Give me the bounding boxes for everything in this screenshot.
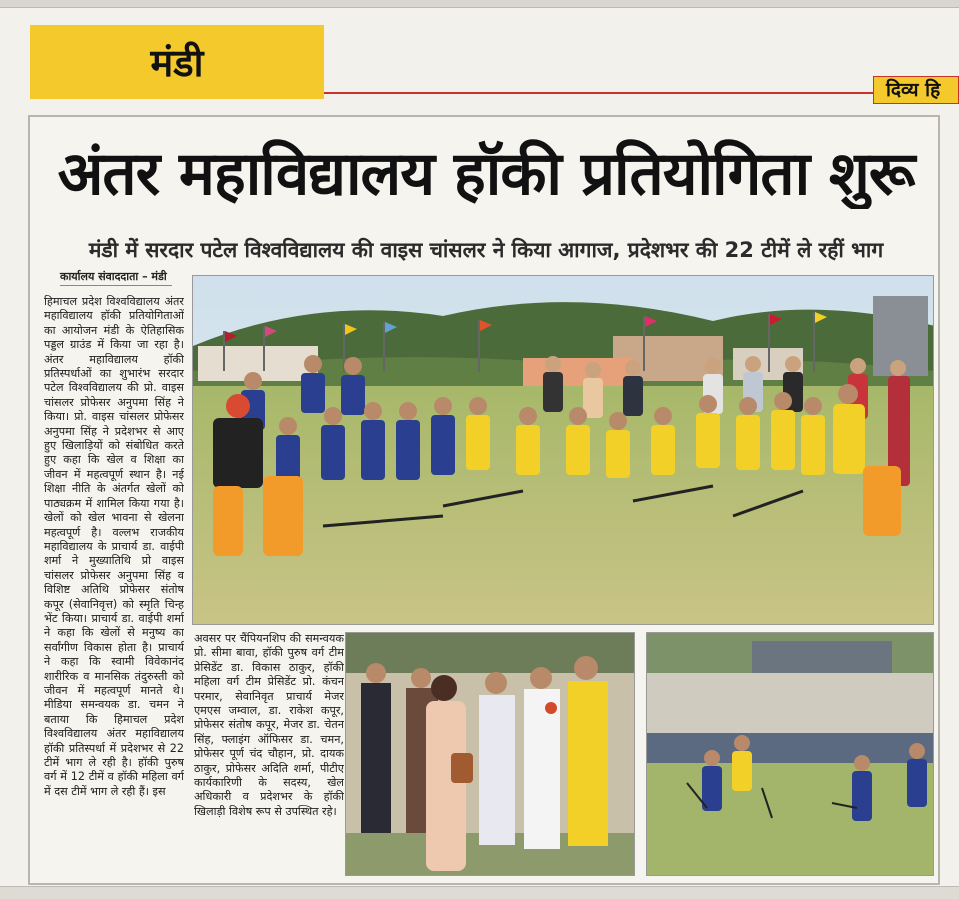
section-label [30, 25, 324, 99]
article-headline: अंतर महाविद्यालय हॉकी प्रतियोगिता शुरू [57, 139, 915, 209]
section-divider [324, 92, 879, 94]
article-byline: कार्यालय संवाददाता – मंडी [60, 269, 172, 286]
adjacent-column-fragment [944, 240, 959, 880]
guests-photo [345, 632, 635, 876]
page-bottom-strip [0, 886, 959, 899]
team-group-photo [192, 275, 934, 625]
article-body-column-2: अवसर पर चैंपियनशिप की समन्वयक प्रो. सीमा बावा, हॉकी पुरुष वर्ग टीम प्रेसिडेंट डा. विकास ठाकुर, हॉकी महिला वर्ग टीम प्रेसिडेंट प्रो. कंचन परमार, सेवानिवृत प्राचार्य मेजर एमएस जम्वाल, डा. राकेश कपूर, प्रोफेसर संतोष कपूर, मेजर डा. चेतन सिंह, फ्लाइंग ऑफिसर डा. चमन, प्रोफेसर पूर्ण चंद चौहान, प्रो. दायक ठाकुर, प्रोफेसर अदिति शर्मा, पीटीए कार्यकारिणी के सदस्य, खेल अधिकारी व प्रदेशभर के हॉकी खिलाड़ी विशेष रूप से उपस्थित रहे। [194, 632, 344, 818]
article-subhead: मंडी में सरदार पटेल विश्वविद्यालय की वाइस चांसलर ने किया आगाज, प्रदेशभर की 22 टीमें ले रहीं भाग [88, 238, 884, 262]
article-body-column-1: हिमाचल प्रदेश विश्वविद्यालय अंतर महाविद्यालय हॉकी प्रतियोगिताओं का आयोजन मंडी के ऐतिहासिक पड्डल ग्राउंड में किया जा रहा है। अंतर महाविद्यालय हॉकी प्रतिस्पर्धाओं का शुभारंभ सरदार पटेल विश्वविद्यालय की प्रो. वाइस चांसलर प्रोफेसर अनुपमा सिंह ने किया। प्रो. वाइस चांसलर प्रोफेसर अनुपमा सिंह ने प्रदेशभर से आए हुए खिलाड़ियों को संबोधित करते हुए कहा कि खेल व शिक्षा का जीवन में महत्वपूर्ण स्थान है। नई शिक्षा नीति के अंतर्गत खेलों को पाठ्यक्रम में शामिल किया गया है। खेलों को खेल भावना से खेलना महत्वपूर्ण है। वल्लभ राजकीय महाविद्यालय के प्राचार्य डा. वाईपी शर्मा ने मुख्यातिथि प्रो वाइस चांसलर प्रोफेसर अनुपमा सिंह व विशिष्ट अतिथि प्रोफेसर संतोष कपूर (सेवानिवृत्त) को स्मृति चिन्ह भेंट किया। प्राचार्य डा. वाईपी शर्मा ने कहा कि खेलों से मनुष्य का सर्वांगीण विकास होता है। प्राचार्य ने कहा कि स्वामी विवेकानंद शारीरिक व मानसिक तंदुरुस्ती को जीवन में महत्वपूर्ण मानते थे। मीडिया समन्वयक डा. चमन ने बताया कि हिमाचल प्रदेश विश्वविद्यालय अंतर महाविद्यालय हॉकी प्रतिस्पर्धा में प्रदेशभर से 22 टीमें भाग ले रही है। हॉकी पुरुष वर्ग में 12 टीमें व हॉकी महिला वर्ग में दस टीमें भाग ले रही हैं। इस [44, 295, 184, 798]
brand-tag [873, 76, 959, 104]
news-article [28, 115, 940, 885]
match-action-photo [646, 632, 934, 876]
brand-tag-text: दिव्य हि [886, 79, 941, 101]
page-top-rule [0, 0, 959, 8]
section-label-text: मंडी [150, 41, 204, 85]
